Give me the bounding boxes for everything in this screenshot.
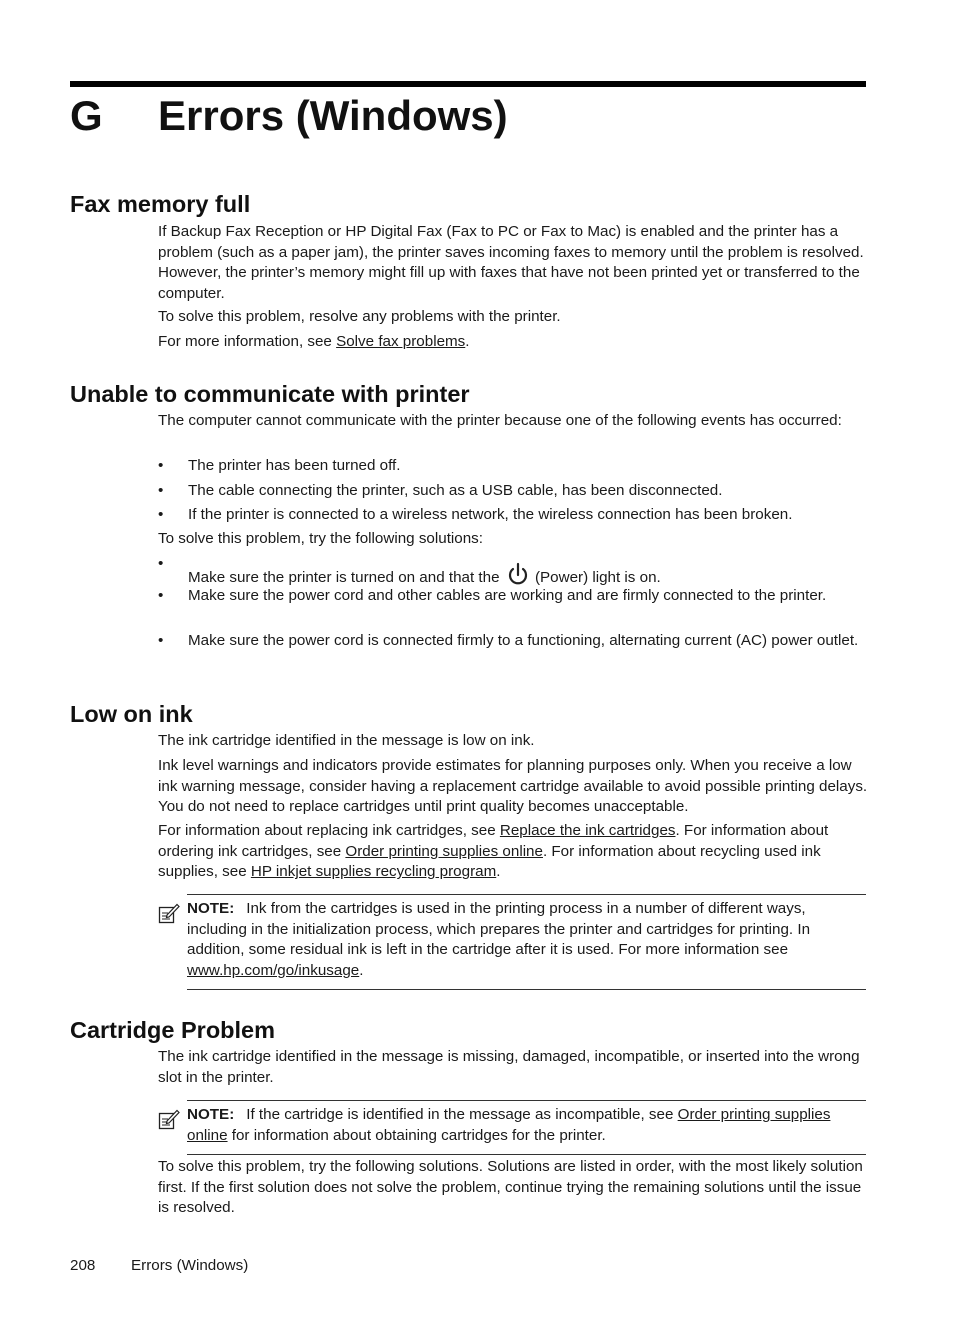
heading-cartridge-problem: Cartridge Problem [70,1017,276,1043]
solution-text: Make sure the power cord and other cables are working and are firmly connected to the printer. [188,587,827,604]
event-text: The cable connecting the printer, such as a USB cable, has been disconnected. [188,482,723,499]
fax-p3-text: For more information, see [158,333,337,350]
communicate-solve-intro: To solve this problem, try the following solutions: [158,530,483,547]
note-pencil-icon [158,902,180,924]
lowink-paragraph-3 [158,821,870,883]
chapter-top-rule [70,81,866,87]
note-label: NOTE: [187,1106,235,1123]
lowink-p3-text: . For information about recycling used ink supplies, see [158,842,821,881]
footer-section-title: Errors (Windows) [131,1257,249,1274]
solution-1-prefix: Make sure the printer is turned on and that the [188,569,504,586]
note-end: for information about obtaining cartridges for the printer. [227,1126,606,1144]
cartridge-paragraph-1: The ink cartridge identified in the message is missing, damaged, incompatible, or inserted into the wrong slot in the printer. [158,1048,860,1086]
power-icon [507,562,529,588]
note-top-rule [187,894,866,895]
lowink-p3-text: . For information about ordering ink cartridges, see [158,822,829,860]
note-top-rule [187,1100,866,1101]
lowink-p3-text: For information about replacing ink cartridges, see [158,822,500,839]
bullet-mark: • [158,457,164,474]
link-recycling-program[interactable]: HP inkjet supplies recycling program [250,863,497,881]
heading-low-on-ink: Low on ink [70,701,193,727]
chapter-letter: G [70,92,103,139]
communicate-intro: The computer cannot communicate with the printer because one of the following events has occurred: [158,412,842,429]
page-number: 208 [70,1257,96,1274]
bullet-mark: • [158,555,164,572]
note-body: If the cartridge is identified in the message as incompatible, see [246,1106,678,1123]
lowink-paragraph-1: The ink cartridge identified in the message is low on ink. [158,732,535,749]
heading-fax-memory-full: Fax memory full [70,191,251,217]
event-text: If the printer is connected to a wireless network, the wireless connection has been broken. [188,506,793,523]
note-label: NOTE: [187,900,235,917]
link-solve-fax-problems[interactable]: Solve fax problems [336,333,466,350]
solution-1-suffix: (Power) light is on. [530,569,661,586]
lowink-paragraph-2: Ink level warnings and indicators provide estimates for planning purposes only. When you receive a low ink warning message, consider having a replacement cartridge available to avoid possible printing delays. You do not need to replace cartridges until print quality becomes unacceptable. [158,757,868,816]
note-bottom-rule [187,1154,866,1155]
bullet-mark: • [158,482,164,499]
cartridge-paragraph-2: To solve this problem, try the following solutions. Solutions are listed in order, with the most likely solution first. If the first solution does not solve the problem, continue trying the remaining solutions until the issue is resolved. [158,1158,863,1217]
solution-text: Make sure the power cord is connected firmly to a functioning, alternating current (AC) power outlet. [188,632,859,649]
link-replace-ink-cartridges[interactable]: Replace the ink cartridges [499,822,676,839]
lowink-note [187,899,866,981]
lowink-p3-end: . [496,863,501,881]
note-body: Ink from the cartridges is used in the printing process in a number of different ways, including in the initialization process, which prepares the printer and cartridges for printing. In addition, some residual ink is left in the cartridge after it is used. For more information see [187,900,811,959]
fax-paragraph-3 [158,332,870,353]
link-inkusage[interactable]: www.hp.com/go/inkusage [187,961,360,979]
bullet-mark: • [158,632,164,649]
link-order-printing-supplies[interactable]: Order printing supplies online [345,842,543,860]
fax-p3-end: . [465,333,470,350]
chapter-title: Errors (Windows) [158,92,508,139]
fax-paragraph-2: To solve this problem, resolve any problems with the printer. [158,308,561,325]
bullet-mark: • [158,506,164,523]
note-bottom-rule [187,989,866,990]
note-pencil-icon [158,1108,180,1130]
cartridge-note [187,1105,866,1146]
link-order-printing-supplies[interactable]: Order printing supplies online [187,1106,831,1144]
heading-unable-to-communicate: Unable to communicate with printer [70,381,470,407]
note-end: . [359,961,364,979]
bullet-mark: • [158,587,164,604]
solution-text [188,562,870,589]
fax-paragraph-1: If Backup Fax Reception or HP Digital Fax (Fax to PC or Fax to Mac) is enabled and the printer has a problem (such as a paper jam), the printer saves incoming faxes to memory until the problem is resolved. However, the printer’s memory might fill up with faxes that have not been printed yet or transferred to the computer. [158,223,864,302]
event-text: The printer has been turned off. [188,457,401,474]
